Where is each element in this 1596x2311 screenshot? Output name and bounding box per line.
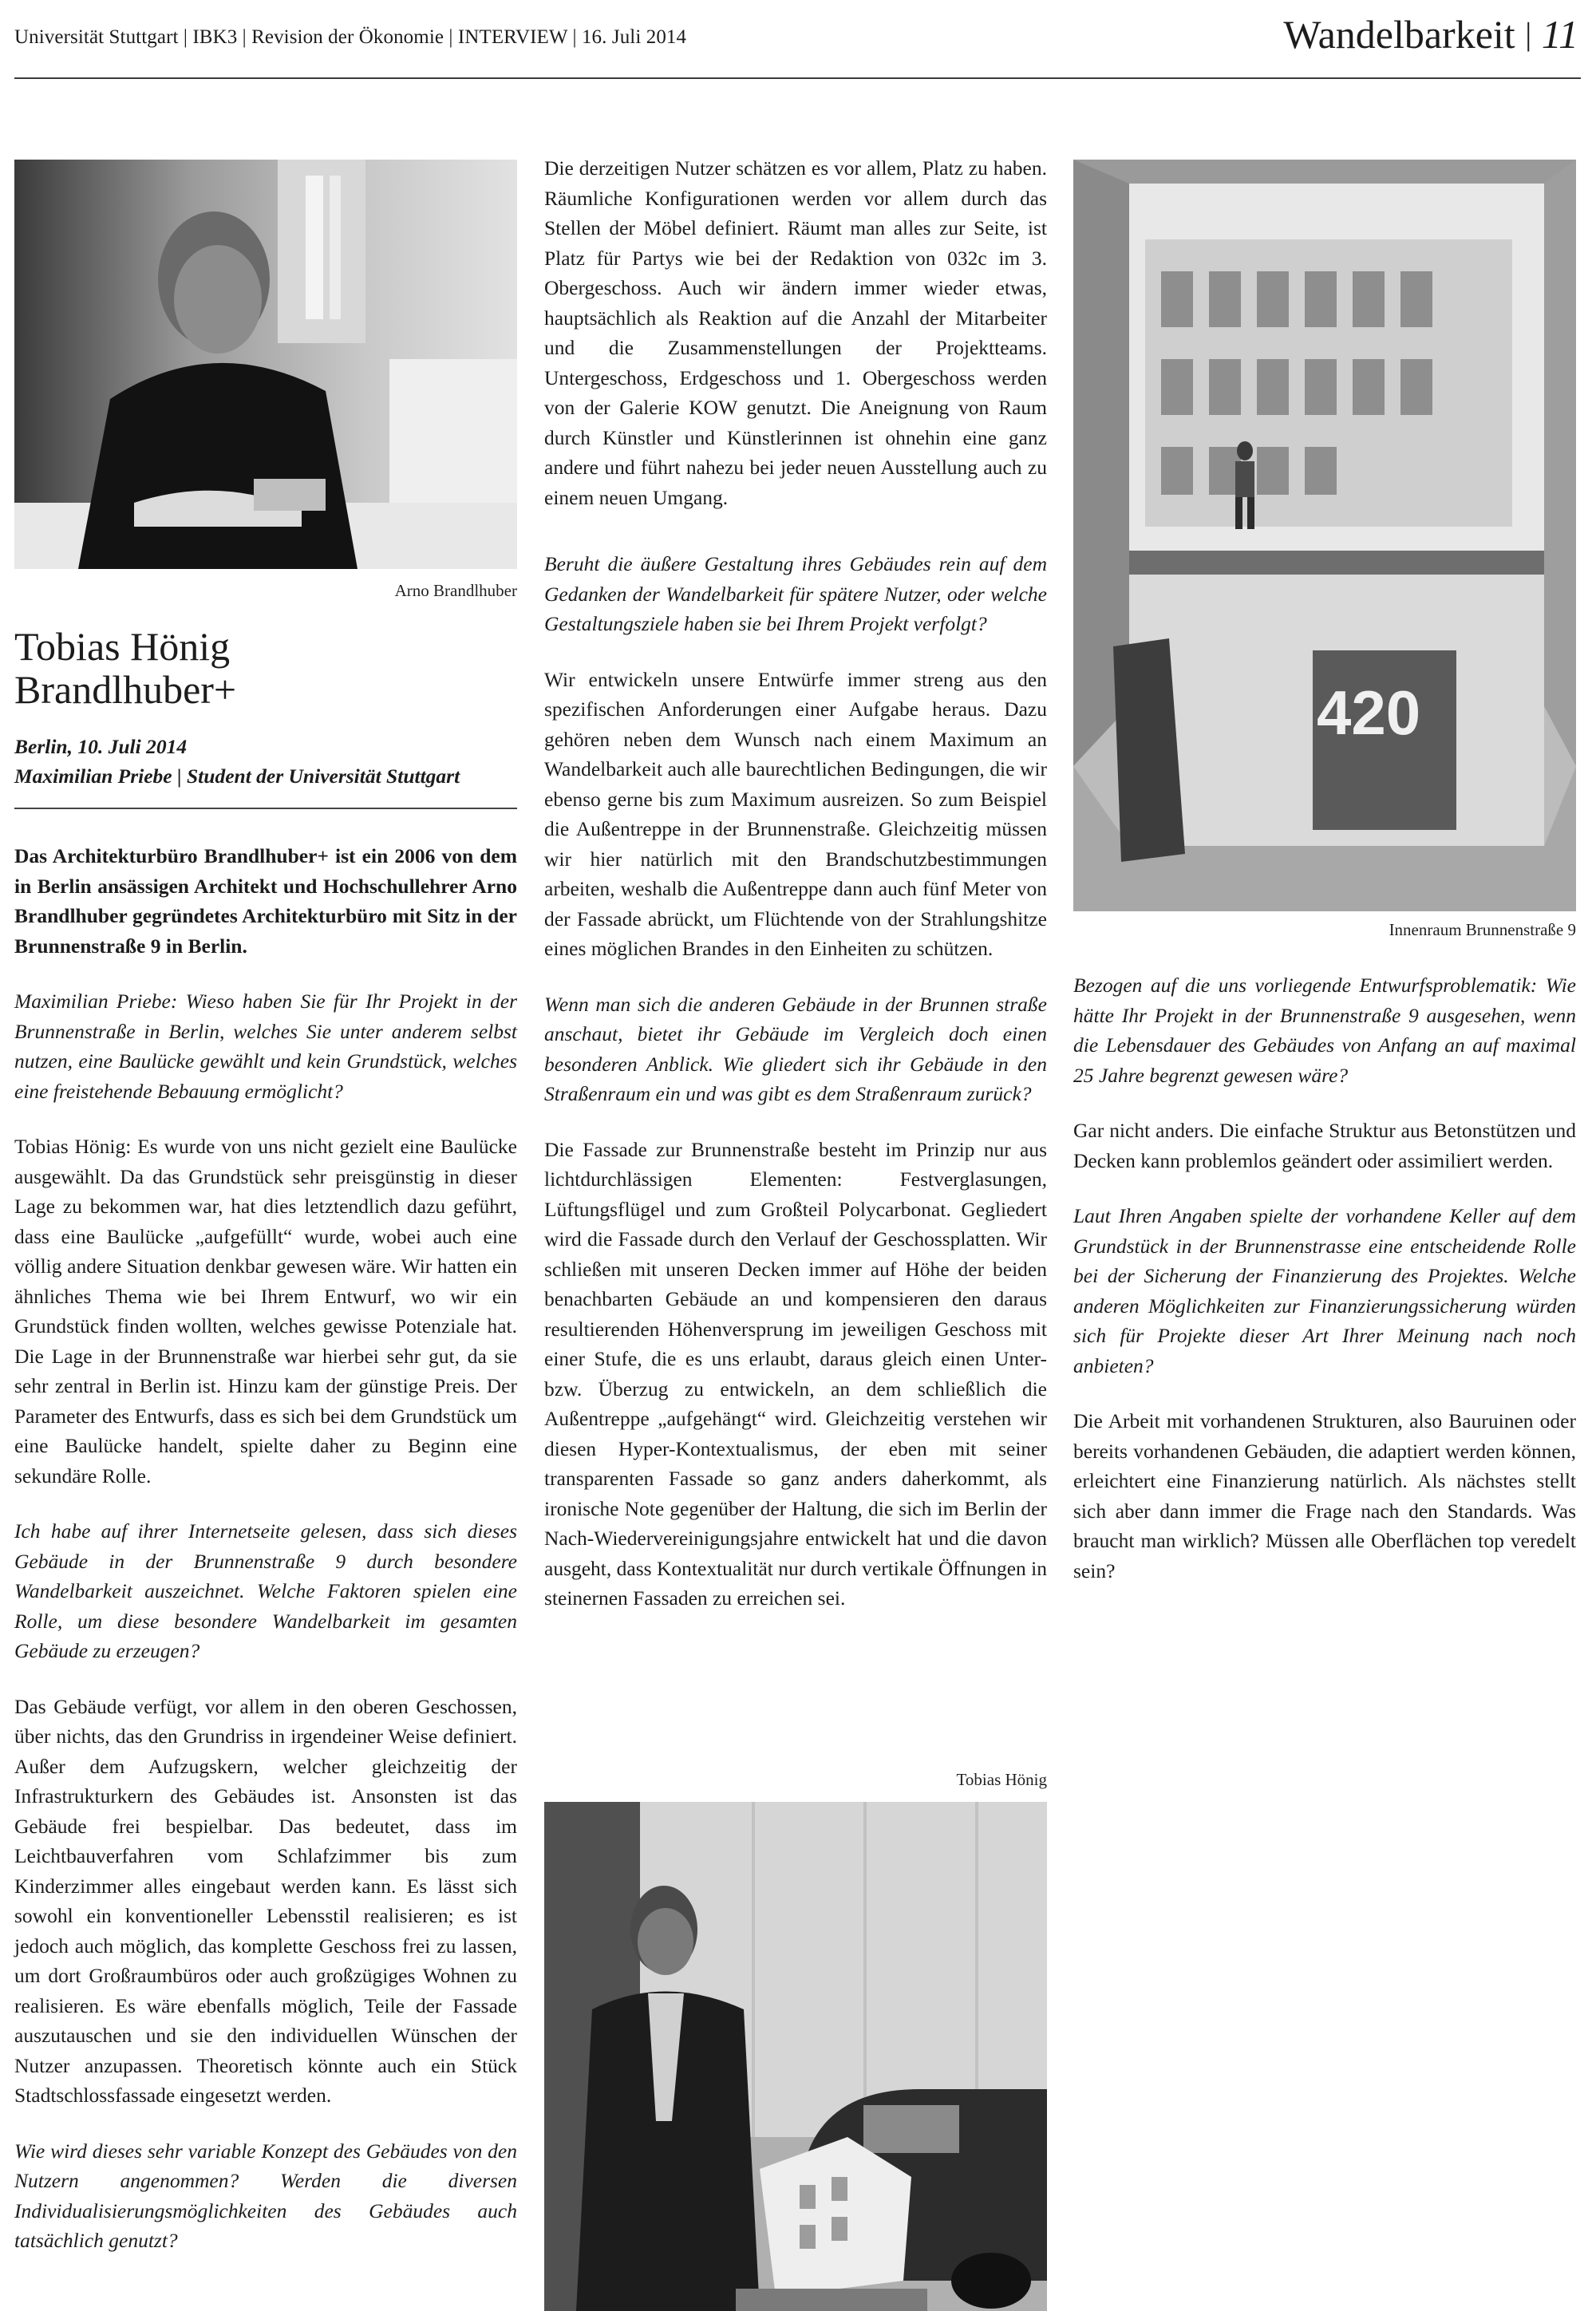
portrait-image	[14, 160, 517, 569]
column-1	[14, 841, 517, 2281]
question-2: Ich habe auf ihrer Internetseite gelesen, dass sich dieses Gebäude in der Brunnenstraße 9 durch besondere Wandelbarkeit auszeichnet. Welche Faktoren spielen eine Rolle, um diese besondere Wandelbarkeit im gesamten Gebäude zu erzeugen?	[14, 1519, 517, 1662]
interior-image	[1073, 160, 1576, 911]
title-line-2: Brandlhuber+	[14, 667, 237, 712]
author-line: Maximilian Priebe | Student der Universität Stuttgart	[14, 764, 460, 788]
place-date: Berlin, 10. Juli 2014	[14, 735, 188, 758]
answer-7: Die Arbeit mit vorhandenen Strukturen, also Bauruinen oder bereits vorhandenen Gebäuden, die adaptiert werden können, erleichtert eine Finanzierung natürlich. Als nächstes stellt sich aber dann immer die Frage nach den Standards. Was braucht man wirklich? Müssen alle Oberflächen top veredelt sein?	[1073, 1409, 1576, 1582]
lead-paragraph: Das Architekturbüro Brandlhuber+ ist ein 2006 von dem in Berlin ansässigen Architekt und Hochschullehrer Arno Brandlhuber gegründetes Architekturbüro mit Sitz in der Brunnenstraße 9 in Berlin.	[14, 844, 517, 958]
interview-meta	[14, 732, 517, 791]
section-name: Wandelbarkeit	[1283, 12, 1515, 57]
question-3: Wie wird dieses sehr variable Konzept des Gebäudes von den Nutzern angenommen? Werden die diversen Individualisierungsmöglichkeiten des Gebäudes auch tatsächlich genutzt?	[14, 2139, 517, 2252]
interview-title	[14, 625, 517, 711]
portrait-photo-brandlhuber	[14, 160, 517, 569]
answer-3-continued: Die derzeitigen Nutzer schätzen es vor allem, Platz zu haben. Räumliche Konfigurationen werden vor allem durch das Stellen der Möbel definiert. Räumt man alles zur Seite, ist Platz für Partys wie bei der Redaktion von 032c im 3. Obergeschoss. Auch wir ändern immer wieder etwas, hauptsächlich als Reaktion auf die Anzahl der Mitarbeiter und die Zusammenstellungen der Projektteams. Untergeschoss, Erdgeschoss und 1. Obergeschoss werden von der Galerie KOW genutzt. Die Aneignung von Raum durch Künstler und Künstlerinnen ist ohnehin eine ganz andere und führt nahezu bei jeder neuen Ausstellung auch zu einem neuen Umgang.	[544, 156, 1047, 509]
answer-5: Die Fassade zur Brunnenstraße besteht im Prinzip nur aus lichtdurchlässigen Elementen: Festverglasungen, Lüftungsflügel und zum Großteil Polycarbonat. Gegliedert wird die Fassade durch den Verlauf der Geschossplatten. Wir schließen mit unseren Decken immer auf Höhe der beiden benachbarten Gebäude an und kompensieren den daraus resultierenden Höhenversprung im jeweiligen Geschoss mit einer Stufe, die es uns erlaubt, daraus gleich einen Unter- bzw. Überzug zu entwickeln, an dem schließlich die Außentreppe „aufgehängt“ wird. Gleichzeitig verstehen wir diesen Hyper-Kontextualismus, der eben mit seiner transparenten Fassade so ganz anders daherkommt, als ironische Note gegenüber der Haltung, die sich im Berlin der Nach-Wiedervereinigungsjahre entwickelt hat und die davon ausgeht, dass Kontextualität nur durch vertikale Öffnungen in steinernen Fassaden zu erreichen sei.	[544, 1137, 1047, 1610]
page-number: 11	[1541, 12, 1578, 57]
section-title	[1283, 11, 1578, 57]
photo-caption-interior: Innenraum Brunnenstraße 9	[1389, 920, 1576, 939]
question-7: Laut Ihren Angaben spielte der vorhandene Keller auf dem Grundstück in der Brunnenstrasse eine entscheidende Rolle bei der Sicherung der Finanzierung des Projektes. Welche anderen Möglichkeiten zur Finanzierungssicherung würden sich für Projekte dieser Art Ihrer Meinung nach noch anbieten?	[1073, 1204, 1576, 1377]
title-line-1: Tobias Hönig	[14, 624, 231, 669]
column-2-top	[544, 153, 1047, 538]
question-1: Maximilian Priebe: Wieso haben Sie für Ihr Projekt in der Brunnenstraße in Berlin, welches Sie unter anderem selbst nutzen, eine Baulücke gewählt und kein Grundstück, welches eine freistehende Bebauung ermöglicht?	[14, 990, 517, 1103]
column-3	[1073, 970, 1576, 1611]
hoenig-image	[544, 1802, 1047, 2311]
portrait-photo-hoenig	[544, 1802, 1047, 2311]
meta-rule	[14, 808, 517, 809]
header-rule	[14, 77, 1581, 79]
photo-caption-hoenig: Tobias Hönig	[956, 1770, 1047, 1789]
answer-4: Wir entwickeln unsere Entwürfe immer streng aus den spezifischen Anforderungen einer Aufgabe heraus. Dazu gehören neben dem Wunsch nach einem Maximum an Wandelbarkeit auch alle baurechtlichen Bedingungen, die wir ebenso gerne bis zum Maximum ausreizen. So zum Beispiel die Außentreppe in der Brunnenstraße. Gleichzeitig müssen wir hier natürlich mit den Brandschutzbestimmungen arbeiten, weshalb die Außentreppe dann auch fünf Meter von der Fassade abrückt, um Flüchtende von der Strahlungshitze eines möglichen Brandes in den Einheiten zu schützen.	[544, 667, 1047, 960]
sign-420: 420	[1317, 677, 1421, 748]
interior-photo	[1073, 160, 1576, 911]
section-separator: |	[1525, 16, 1532, 52]
answer-1: Tobias Hönig: Es wurde von uns nicht gezielt eine Baulücke ausgewählt. Da das Grundstück sehr preisgünstig in dieser Lage zu bekommen war, hat dies letztendlich dazu geführt, dass eine Baulücke „aufgefüllt“ wurde, wobei auch eine völlig andere Situation denkbar gewesen wäre. Wir hatten ein ähnliches Thema wie bei Ihrem Entwurf, wo wir ein Grundstück finden wollten, welches gewisse Potenziale hat. Die Lage in der Brunnenstraße war hierbei sehr gut, da sie sehr zentral in Berlin ist. Hinzu kam der günstige Preis. Der Parameter des Entwurfs, dass es sich bei dem Grundstück um eine Baulücke handelt, spielte daher zu Beginn eine sekundäre Rolle.	[14, 1135, 517, 1487]
photo-caption-brandlhuber: Arno Brandlhuber	[394, 581, 517, 600]
question-4: Beruht die äußere Gestaltung ihres Gebäudes rein auf dem Gedanken der Wandelbarkeit für spätere Nutzer, oder welche Gestaltungsziele haben sie bei Ihrem Projekt verfolgt?	[544, 552, 1047, 635]
running-header: Universität Stuttgart | IBK3 | Revision der Ökonomie | INTERVIEW | 16. Juli 2014	[14, 26, 687, 48]
answer-6: Gar nicht anders. Die einfache Struktur aus Betonstützen und Decken kann problemlos geändert oder assimiliert werden.	[1073, 1119, 1576, 1172]
question-5: Wenn man sich die anderen Gebäude in der Brunnen straße anschaut, bietet ihr Gebäude im Vergleich doch einen besonderen Anblick. Wie gliedert sich ihr Gebäude in den Straßenraum ein und was gibt es dem Straßenraum zurück?	[544, 992, 1047, 1105]
answer-2: Das Gebäude verfügt, vor allem in den oberen Geschossen, über nichts, das den Grundriss in irgendeiner Weise definiert. Außer dem Aufzugskern, welcher gleichzeitig der Infrastrukturkern des Gebäudes ist. Ansonsten ist das Gebäude frei bespielbar. Das bedeutet, dass im Leichtbauverfahren vom Schlafzimmer bis zum Kinderzimmer alles eingebaut werden kann. Es lässt sich sowohl ein konventioneller Lebensstil realisieren; es ist jedoch auch möglich, das komplette Geschoss frei zu lassen, um dort Großraumbüros oder auch großzügiges Wohnen zu realisieren. Es wäre ebenfalls möglich, Teile der Fassade auszutauschen und sie den individuellen Wünschen der Nutzer anzupassen. Theoretisch könnte auch ein Stück Stadtschlossfassade eingesetzt werden.	[14, 1694, 517, 2107]
column-2	[544, 549, 1047, 1639]
question-6: Bezogen auf die uns vorliegende Entwurfsproblematik: Wie hätte Ihr Projekt in der Brunnenstraße 9 ausgesehen, wenn die Lebensdauer des Gebäudes von Anfang an auf maximal 25 Jahre begrenzt gewesen wäre?	[1073, 974, 1576, 1087]
